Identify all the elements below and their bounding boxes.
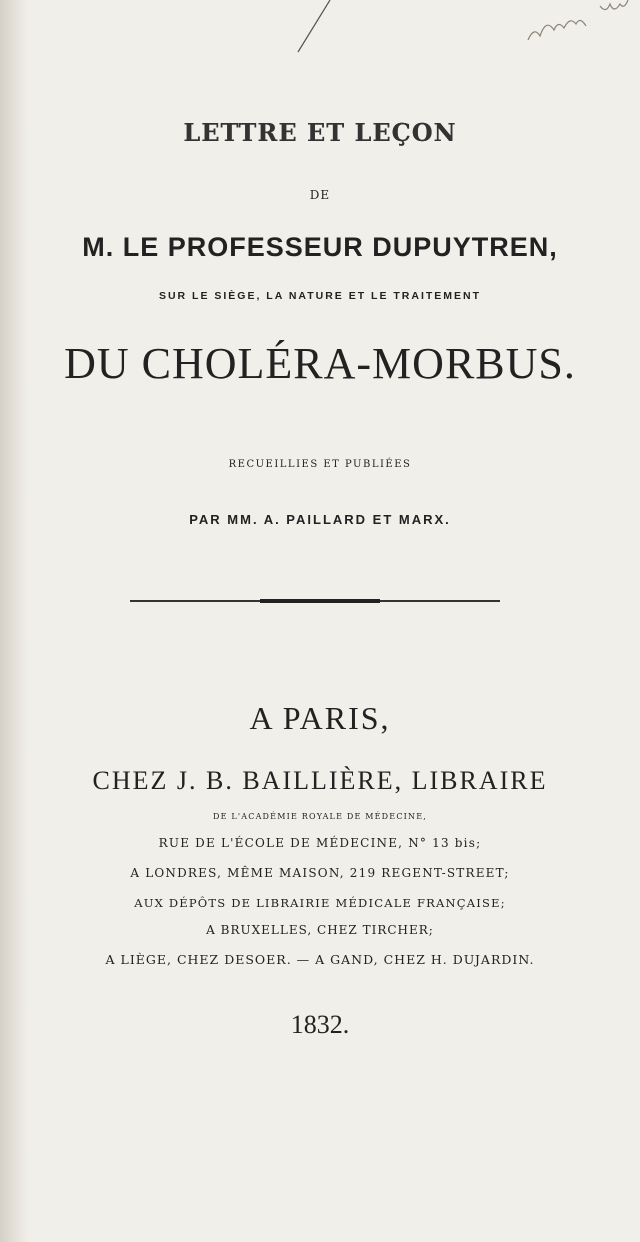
collected-line: RECUEILLIES ET PUBLIÉES — [228, 459, 412, 470]
imprint-depots: AUX DÉPÔTS DE LIBRAIRIE MÉDICALE FRANÇAISE; — [134, 896, 506, 910]
title-line-1: LETTRE ET LEÇON — [183, 118, 457, 147]
divider-rule-thick — [260, 599, 380, 603]
imprint-london: A LONDRES, MÊME MAISON, 219 REGENT-STREET; — [130, 866, 510, 880]
editors-line: PAR MM. A. PAILLARD ET MARX. — [189, 512, 451, 527]
page-edge-shadow — [0, 0, 28, 1242]
imprint-city: A PARIS, — [249, 700, 391, 736]
main-title: DU CHOLÉRA-MORBUS. — [64, 339, 576, 388]
subtitle-line: SUR LE SIÈGE, LA NATURE ET LE TRAITEMENT — [158, 290, 482, 302]
handwritten-scribble — [0, 0, 640, 60]
imprint-liege-gand: A LIÈGE, CHEZ DESOER. — A GAND, CHEZ H. DUJARDIN. — [105, 952, 535, 967]
author-line: M. LE PROFESSEUR DUPUYTREN, — [82, 232, 558, 262]
title-line-2: DE — [309, 188, 331, 202]
imprint-brussels: A BRUXELLES, CHEZ TIRCHER; — [206, 923, 434, 937]
imprint-address: RUE DE L'ÉCOLE DE MÉDECINE, N° 13 bis; — [158, 836, 482, 850]
publication-year: 1832. — [290, 1010, 350, 1039]
imprint-publisher-detail: DE L'ACADÉMIE ROYALE DE MÉDECINE, — [212, 812, 428, 821]
imprint-publisher: CHEZ J. B. BAILLIÈRE, LIBRAIRE — [92, 766, 548, 795]
